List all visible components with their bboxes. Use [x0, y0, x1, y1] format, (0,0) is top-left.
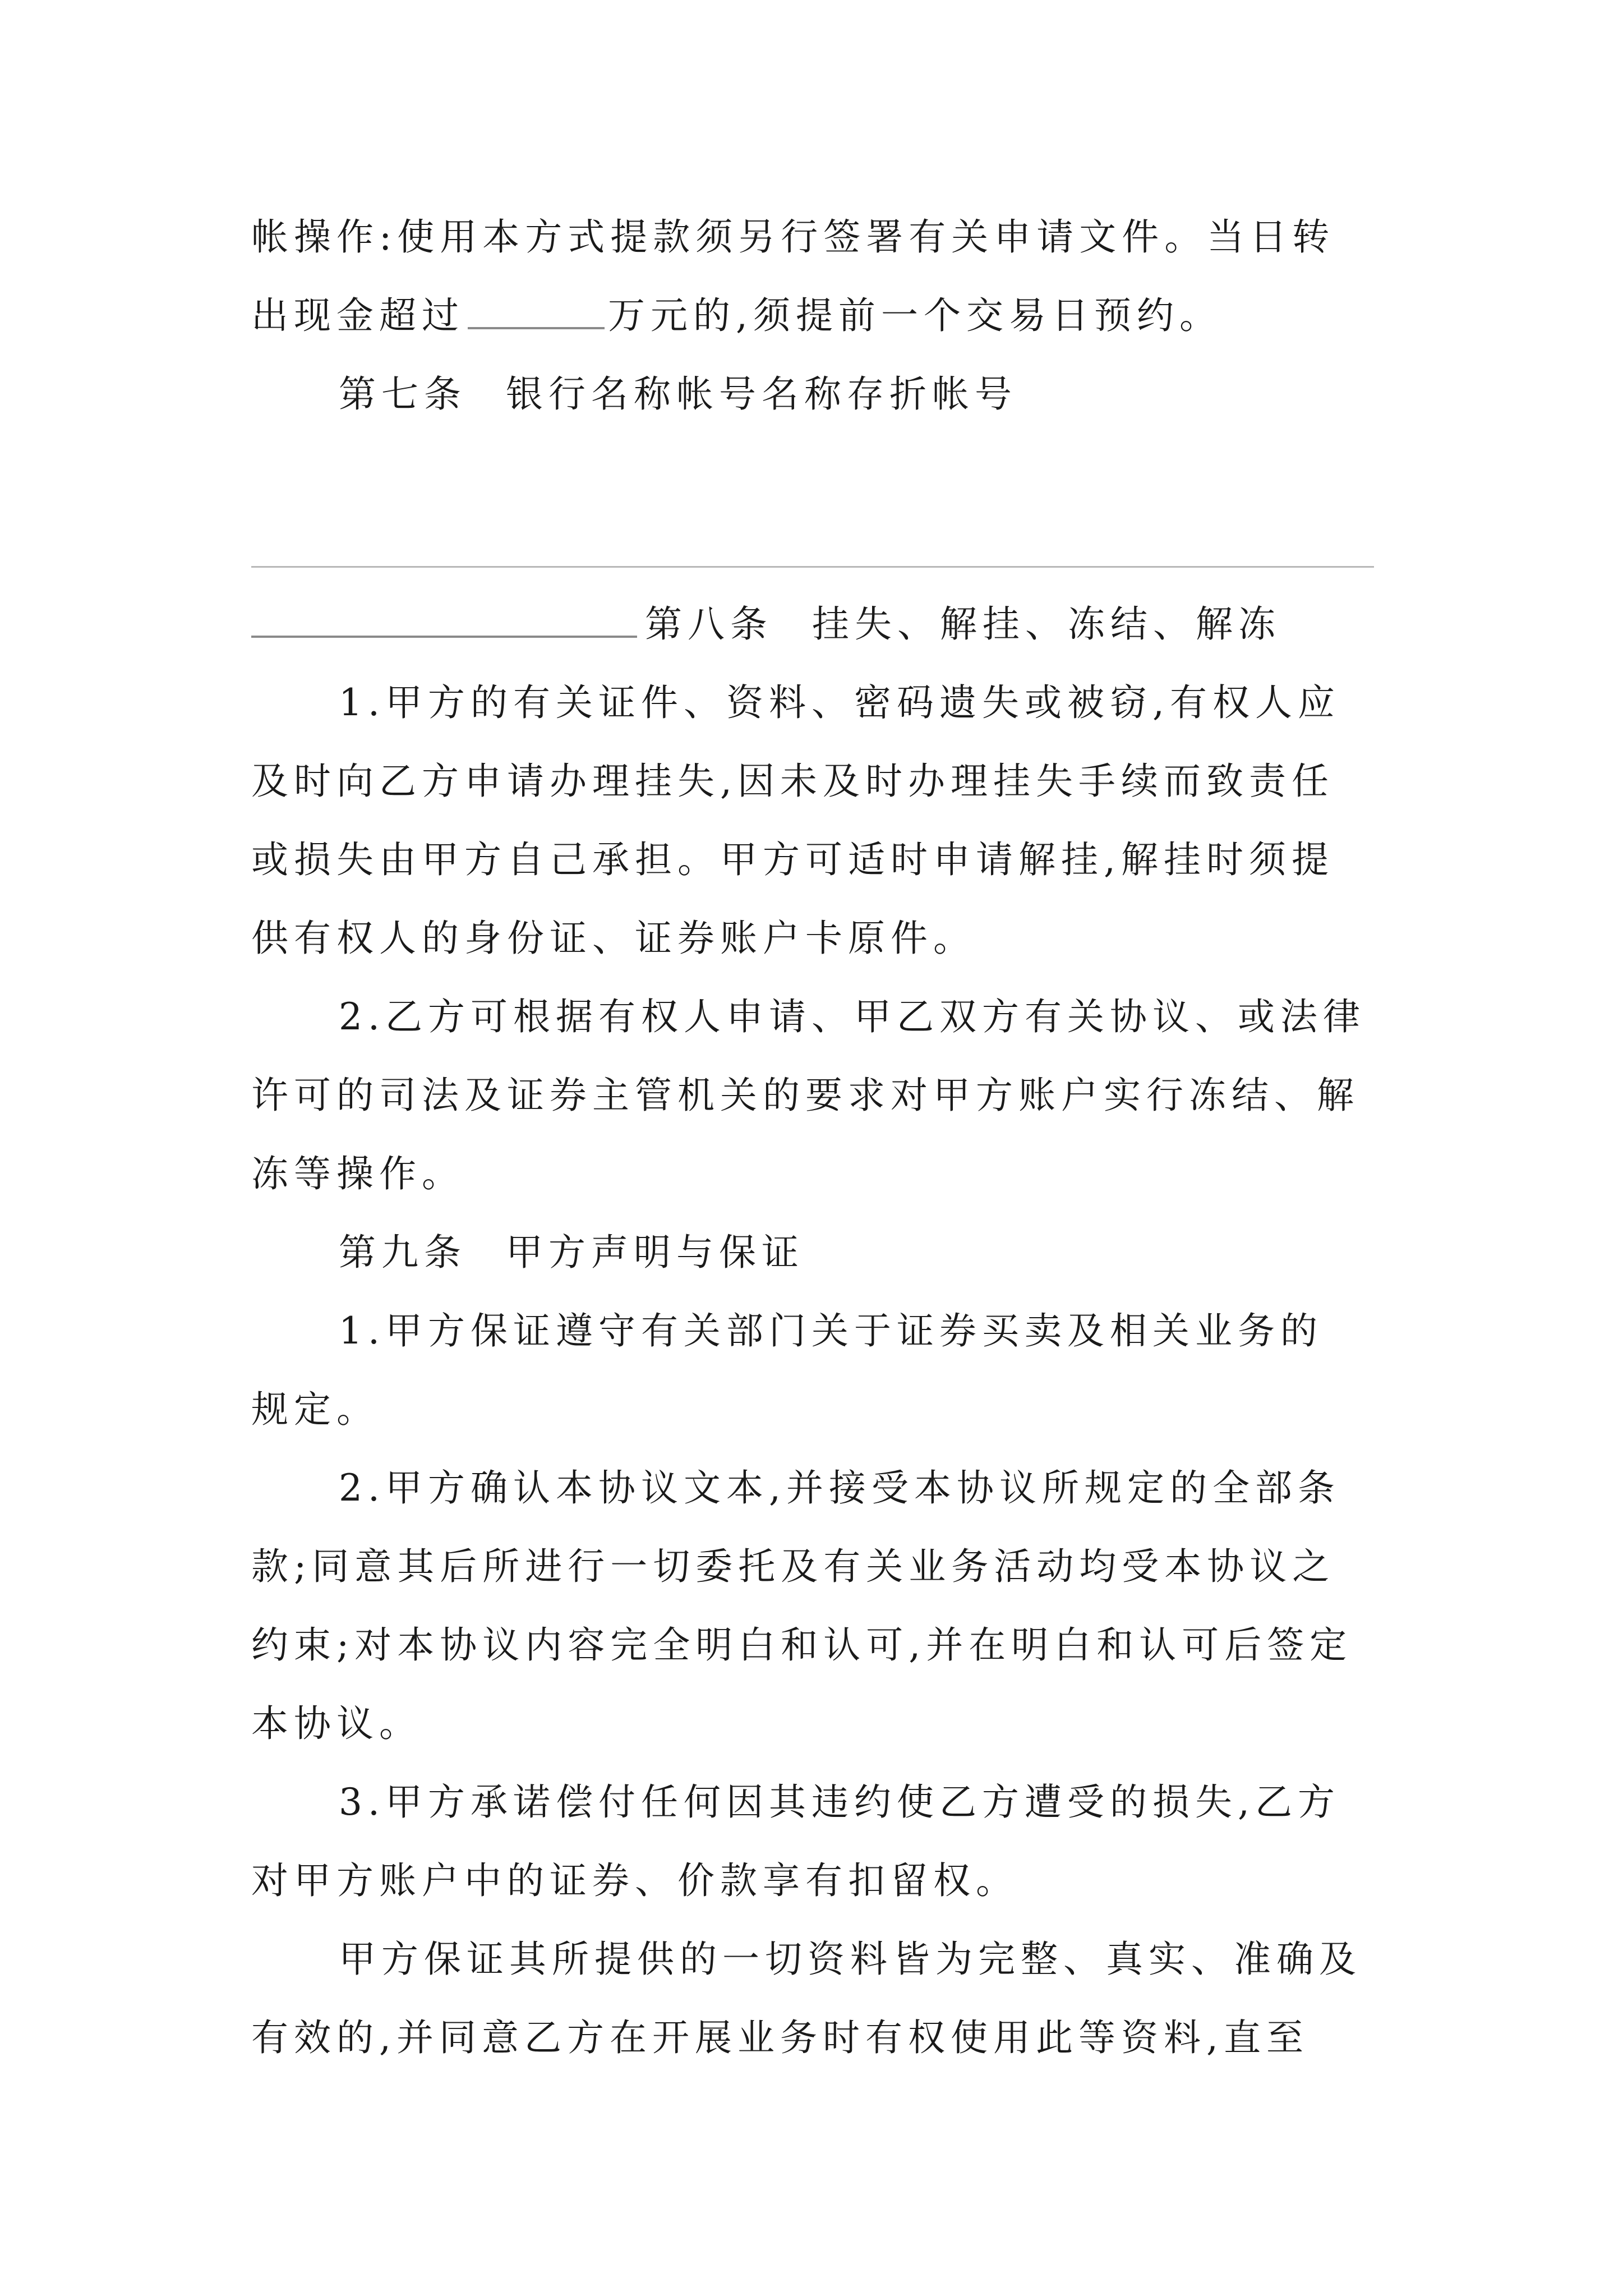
- text-line: 许可的司法及证券主管机关的要求对甲方账户实行冻结、解: [251, 1074, 1359, 1117]
- text-line: 供有权人的身份证、证券账户卡原件。: [251, 917, 976, 960]
- article-number: 第九条: [339, 1231, 467, 1274]
- text-line: 有效的,并同意乙方在开展业务时有权使用此等资料,直至: [251, 2016, 1309, 2059]
- text-line: 规定。: [251, 1388, 379, 1431]
- article-title: 甲方声明与保证: [506, 1231, 804, 1274]
- text-line: 帐操作:使用本方式提款须另行签署有关申请文件。当日转: [251, 215, 1335, 259]
- text-fragment: 出现金超过: [251, 294, 464, 337]
- text-line: [251, 291, 1222, 341]
- article-heading: [339, 1227, 804, 1278]
- text-line: 对甲方账户中的证券、价款享有扣留权。: [251, 1859, 1018, 1902]
- article-title: 银行名称帐号名称存折帐号: [506, 372, 1017, 416]
- article-number: 第七条: [339, 372, 467, 416]
- text-line: 款;同意其后所进行一切委托及有关业务活动均受本协议之: [251, 1545, 1335, 1588]
- text-line: 本协议。: [251, 1702, 422, 1745]
- text-line: 2.甲方确认本协议文本,并接受本协议所规定的全部条: [339, 1466, 1340, 1510]
- text-line: 冻等操作。: [251, 1152, 464, 1195]
- text-line: 约束;对本协议内容完全明白和认可,并在明白和认可后签定: [251, 1623, 1353, 1667]
- text-fragment: 万元的,须提前一个交易日预约。: [608, 294, 1222, 337]
- text-line: 及时向乙方申请办理挂失,因未及时办理挂失手续而致责任: [251, 760, 1334, 803]
- text-line: 或损失由甲方自己承担。甲方可适时申请解挂,解挂时须提: [251, 838, 1334, 881]
- text-line: 2.乙方可根据有权人申请、甲乙双方有关协议、或法律: [339, 995, 1366, 1038]
- text-line: 甲方保证其所提供的一切资料皆为完整、真实、准确及: [339, 1938, 1362, 1981]
- horizontal-rule: [251, 566, 1374, 568]
- text-line: 1.甲方保证遵守有关部门关于证券买卖及相关业务的: [339, 1309, 1323, 1352]
- fill-in-blank: [468, 327, 605, 329]
- article-heading: [251, 599, 1281, 650]
- fill-in-blank: [251, 636, 637, 638]
- article-title: 挂失、解挂、冻结、解冻: [812, 602, 1281, 646]
- text-line: 3.甲方承诺偿付任何因其违约使乙方遭受的损失,乙方: [339, 1780, 1340, 1824]
- article-number: 第八条: [645, 602, 773, 646]
- text-line: 1.甲方的有关证件、资料、密码遗失或被窃,有权人应: [339, 681, 1340, 724]
- article-heading: [339, 369, 1017, 420]
